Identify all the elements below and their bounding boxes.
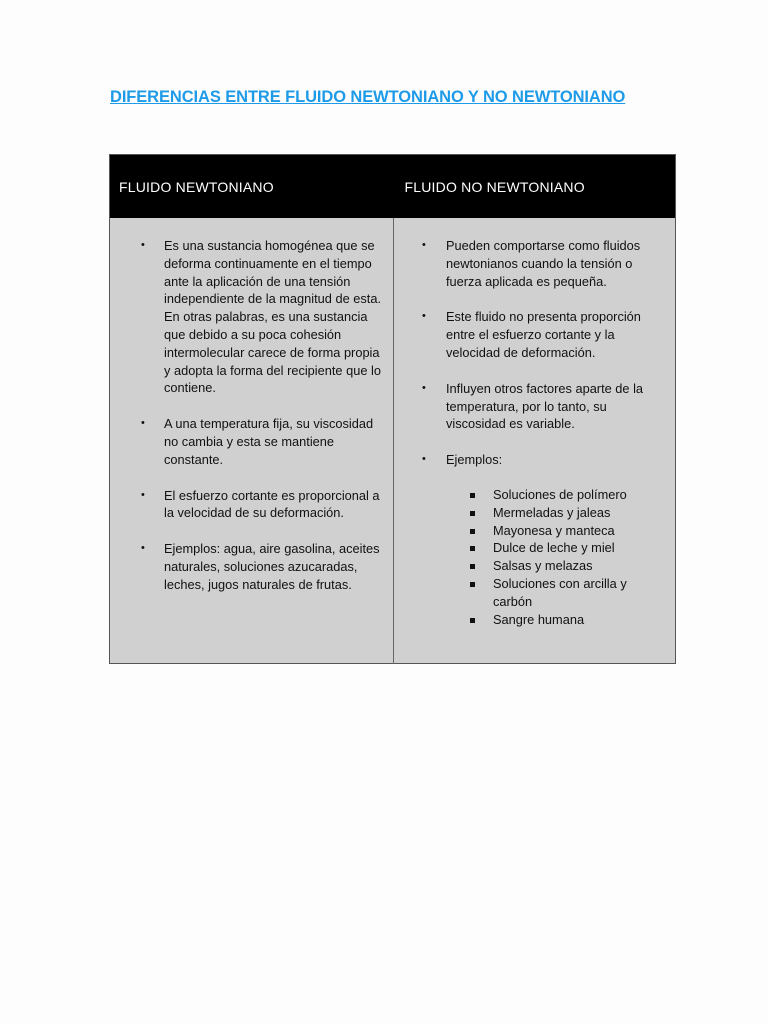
bullet-icon: •: [141, 417, 145, 430]
list-item-text: Influyen otros factores aparte de la temperatura, por lo tanto, su viscosidad es variable.: [446, 380, 644, 432]
sub-list-item: [446, 486, 669, 504]
list-item-text: Ejemplos:: [446, 452, 503, 468]
ejemplos-list: [446, 486, 669, 628]
square-bullet-icon: [470, 529, 475, 534]
bullet-icon: •: [141, 488, 145, 501]
list-item: [394, 451, 675, 628]
newtoniano-cell: [110, 218, 394, 664]
sub-list-item-text: Sangre humana: [493, 611, 585, 627]
bullet-icon: •: [422, 381, 426, 394]
square-bullet-icon: [470, 493, 475, 498]
list-item-text: Es una sustancia homogénea que se deforma continuamente en el tiempo ante la aplicación de una tensión independiente de la magnitud de esta. En otras palabras, es una sustancia que debido a su poca cohesión intermolecular carece de forma propia y adopta la forma del recipiente que lo contiene.: [164, 238, 382, 396]
bullet-icon: •: [422, 453, 426, 466]
list-item-text: A una temperatura fija, su viscosidad no cambia y esta se mantiene constante.: [164, 416, 374, 467]
list-item-text: Ejemplos: agua, aire gasolina, aceites naturales, soluciones azucaradas, leches, jugos naturales de frutas.: [164, 541, 380, 592]
list-item: [110, 237, 393, 397]
bullet-icon: •: [141, 542, 145, 555]
list-item: [394, 308, 675, 361]
bullet-icon: •: [422, 310, 426, 323]
table-header-row: [110, 155, 675, 218]
list-item: [110, 487, 393, 523]
square-bullet-icon: [470, 564, 475, 569]
sub-list-item-text: Soluciones con arcilla y carbón: [493, 575, 627, 609]
sub-list-item: [446, 575, 669, 611]
bullet-icon: •: [141, 239, 145, 251]
header-no-newtoniano: FLUIDO NO NEWTONIANO: [404, 179, 585, 195]
list-item: [110, 415, 393, 468]
list-item: [110, 540, 393, 593]
header-newtoniano: FLUIDO NEWTONIANO: [119, 179, 274, 195]
sub-list-item-text: Mermeladas y jaleas: [493, 504, 611, 520]
page-title: DIFERENCIAS ENTRE FLUIDO NEWTONIANO Y NO NEWTONIANO: [110, 88, 626, 106]
list-item: [394, 237, 675, 290]
no-newtoniano-list: [394, 237, 675, 628]
sub-list-item-text: Mayonesa y manteca: [493, 522, 615, 538]
sub-list-item-text: Dulce de leche y miel: [493, 540, 615, 556]
sub-list-item: [446, 504, 669, 522]
comparison-table: [109, 154, 676, 664]
square-bullet-icon: [470, 582, 475, 587]
square-bullet-icon: [470, 546, 475, 551]
list-item-text: Este fluido no presenta proporción entre el esfuerzo cortante y la velocidad de deformación.: [446, 309, 641, 360]
sub-list-item-text: Salsas y melazas: [493, 558, 593, 574]
newtoniano-list: [110, 237, 393, 594]
sub-list-item: [446, 522, 669, 540]
square-bullet-icon: [470, 511, 475, 516]
bullet-icon: •: [422, 239, 426, 251]
list-item-text: El esfuerzo cortante es proporcional a la velocidad de su deformación.: [164, 487, 380, 521]
sub-list-item: [446, 539, 669, 557]
list-item: [394, 380, 675, 433]
sub-list-item: [446, 611, 669, 629]
sub-list-item-text: Soluciones de polímero: [493, 486, 627, 502]
square-bullet-icon: [470, 618, 475, 623]
no-newtoniano-cell: [394, 218, 675, 664]
sub-list-item: [446, 557, 669, 575]
list-item-text: Pueden comportarse como fluidos newtonianos cuando la tensión o fuerza aplicada es pequeña.: [446, 238, 641, 289]
table-body-row: [110, 218, 675, 664]
